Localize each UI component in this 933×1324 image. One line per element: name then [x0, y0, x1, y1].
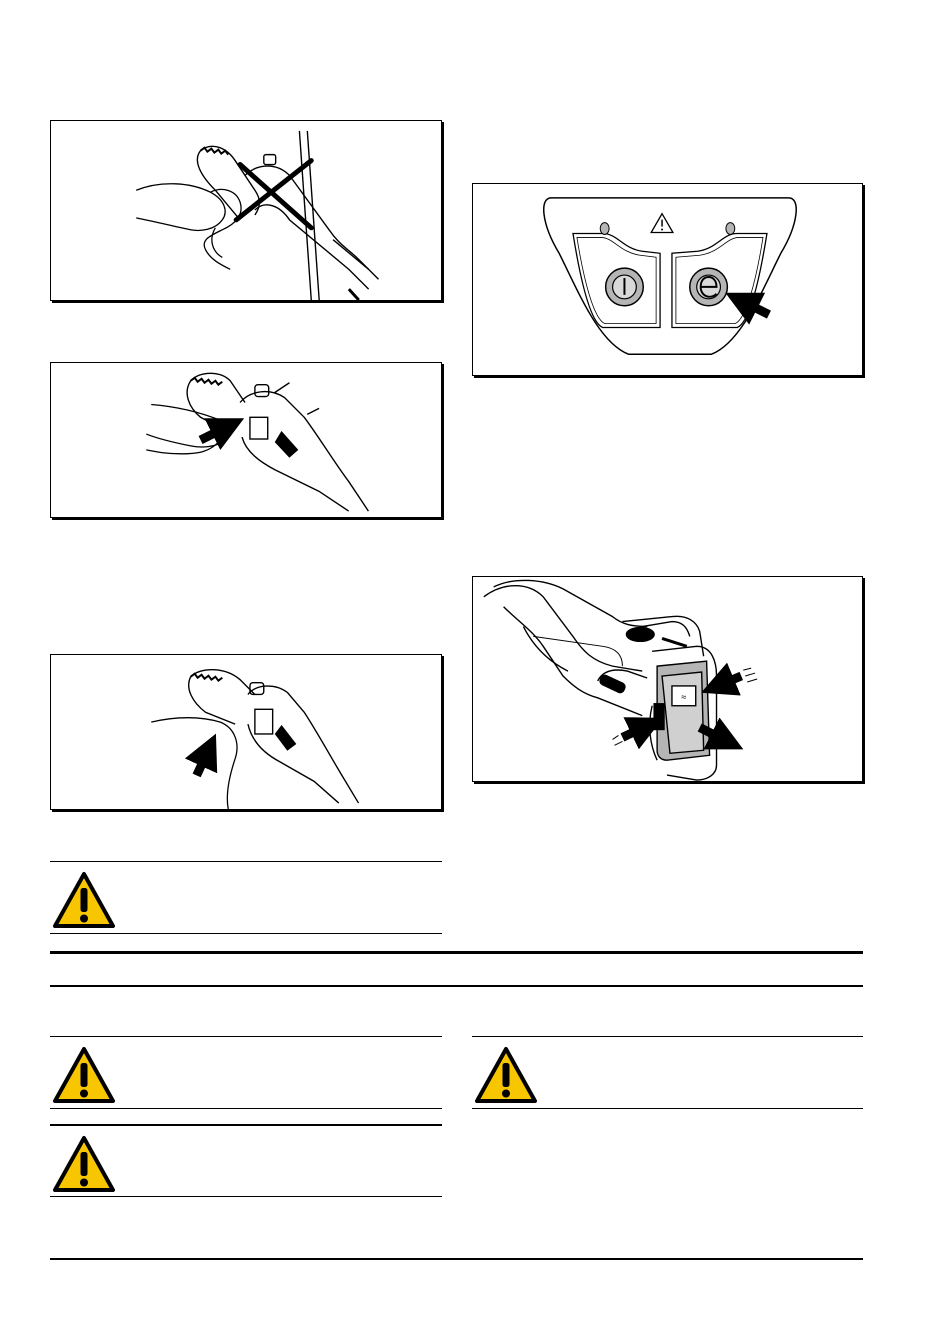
section-rule-bottom — [50, 985, 863, 987]
fig-chainsaw-release — [50, 654, 442, 810]
arrow-icon — [741, 301, 769, 315]
fig-chainsaw-wrong-grip — [50, 120, 442, 301]
fig-control-panel — [472, 183, 863, 376]
chainsaw-press-trigger-illustration — [51, 363, 441, 517]
fig-chainsaw-press-trigger — [50, 362, 442, 518]
section-rule-top — [50, 951, 863, 954]
battery-removal-illustration — [473, 577, 862, 781]
arrow-icon — [201, 426, 229, 440]
chainsaw-icon — [187, 373, 368, 511]
power-button-icon — [606, 268, 644, 306]
footer-rule — [50, 1258, 863, 1260]
warning-triangle-icon — [52, 1135, 116, 1193]
warning-2 — [50, 1036, 442, 1109]
svg-text:≈: ≈ — [681, 691, 687, 702]
chainsaw-icon — [189, 670, 359, 803]
warning-triangle-icon — [52, 871, 116, 929]
warning-triangle-icon — [52, 1046, 116, 1104]
warning-1 — [50, 861, 442, 934]
arrow-icon — [197, 750, 209, 776]
hand-icon — [151, 718, 237, 809]
arrow-icon — [622, 726, 647, 738]
fig-battery-removal — [472, 576, 863, 782]
warning-4 — [50, 1124, 442, 1197]
arrow-icon — [718, 676, 742, 686]
control-panel-illustration — [473, 184, 862, 375]
chainsaw-release-illustration — [51, 655, 441, 809]
chainsaw-wrong-grip-illustration — [51, 121, 441, 300]
cross-mark-icon — [236, 161, 311, 228]
hand-icon — [136, 184, 241, 270]
warning-triangle-icon — [474, 1046, 538, 1104]
eco-button-icon — [690, 268, 728, 306]
warning-3 — [472, 1036, 863, 1109]
warning-triangle-small-icon — [651, 214, 673, 233]
